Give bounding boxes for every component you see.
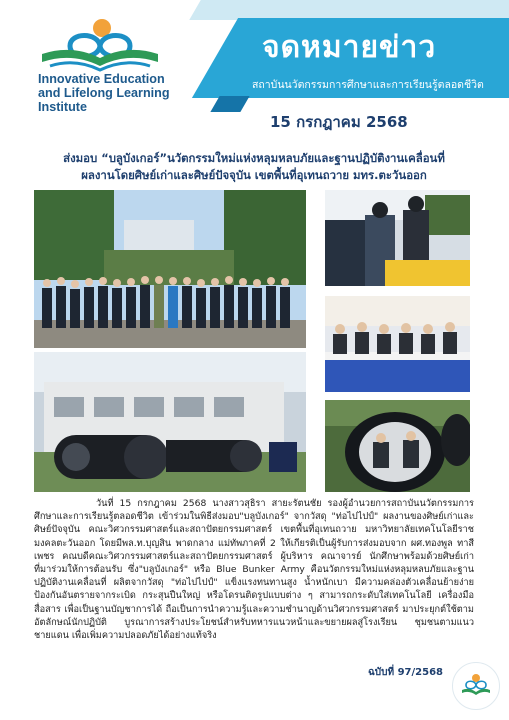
newsletter-title: จดหมายข่าว xyxy=(262,30,437,65)
group-photo xyxy=(34,190,306,348)
bunker-interior-photo xyxy=(325,400,470,492)
headline-line2: ผลงานโดยศิษย์เก่าและศิษย์ปัจจุบัน เขตพื้นที่อุเทนถวาย มทร.ตะวันออก xyxy=(81,168,427,182)
pipe-bunkers-photo xyxy=(34,352,306,492)
header-accent-light xyxy=(189,0,509,20)
institute-name-line3: Institute xyxy=(38,100,87,114)
footer-logo-badge xyxy=(452,662,500,710)
article-body: วันที่ 15 กรกฎาคม 2568 นางสาวสุธิรา สายะรัตนชัย รองผู้อำนวยการสถาบันนวัตกรรมการศึกษาและการเรียนรู้ตลอดชีวิต เข้าร่วมในพิธีส่งมอบ"บลูบังเกอร์" จากวัสดุ "ท่อไปไปป์" ผลงานของศิษย์เก่าและศิษย์ปัจจุบัน คณะวิศวกรรมศาสตร์และสถาปัตยกรรมศาสตร์ เขตพื้นที่อุเทนถวาย มหาวิทยาลัยเทคโนโลยีราชมงคลตะวันออก โดยมีพล.ท.บุญสิน พาดกลาง แม่ทัพภาคที่ 2 ให้เกียรติเป็นผู้รับการส่งมอบจาก ผศ.ทองพูล ทาสีเพชร คณบดีคณะวิศวกรรมศาสตร์และสถาปัตยกรรมศาสตร์ ผู้บริหาร คณาจารย์ นักศึกษาพร้อมด้วยศิษย์เก่า ที่มาร่วมให้การต้อนรับ ซึ่ง"บลูบังเกอร์" หรือ Blue Bunker Army คือนวัตกรรมใหม่แห่งหลุมหลบภัยและฐานปฏิบัติงานเคลื่อนที่ ผลิตจากวัสดุ "ท่อไปไปป์" แข็งแรงทนทานสูง น้ำหนักเบา มีความคล่องตัวเคลื่อนย้ายง่าย ป้องกันอันตรายจากระเบิด กระสุนปืนใหญ่ หรือโดรนติดรูปแบบต่าง ๆ สามารถกระดับใส่เทคโนโลยี เครื่องมือสื่อสาร เพื่อเป็นฐานบัญชาการได้ ถือเป็นการนำความรู้และความชำนาญด้านวิศวกรรมศาสตร์ มาประยุกต์ใช้ตามอัตลักษณ์นักปฏิบัติ บูรณาการสร้างประโยชน์สำหรับทหารแนวหน้าและขยายผลสู่โรงเรียน ชุมชนตามแนวชายแดน เพื่อเพิ่มความปลอดภัยได้อย่างแท้จริง xyxy=(34,498,474,642)
institute-name-line1: Innovative Education xyxy=(38,72,165,86)
newsletter-subtitle: สถาบันนวัตกรรมการศึกษาและการเรียนรู้ตลอดชีวิต xyxy=(252,79,484,91)
meeting-photo xyxy=(325,296,470,392)
issue-number: ฉบับที่ 97/2568 xyxy=(368,667,443,678)
institute-name xyxy=(38,72,188,114)
ceremony-photo xyxy=(325,190,470,286)
header-accent-dark xyxy=(210,96,249,112)
institute-name-line2: and Lifelong Learning xyxy=(38,86,170,100)
headline-line1: ส่งมอบ “บลูบังเกอร์”นวัตกรรมใหม่แห่งหลุมหลบภัยและฐานปฏิบัติงานเคลื่อนที่ xyxy=(63,151,445,165)
newsletter-date: 15 กรกฎาคม 2568 xyxy=(270,113,408,131)
headline xyxy=(10,150,498,184)
